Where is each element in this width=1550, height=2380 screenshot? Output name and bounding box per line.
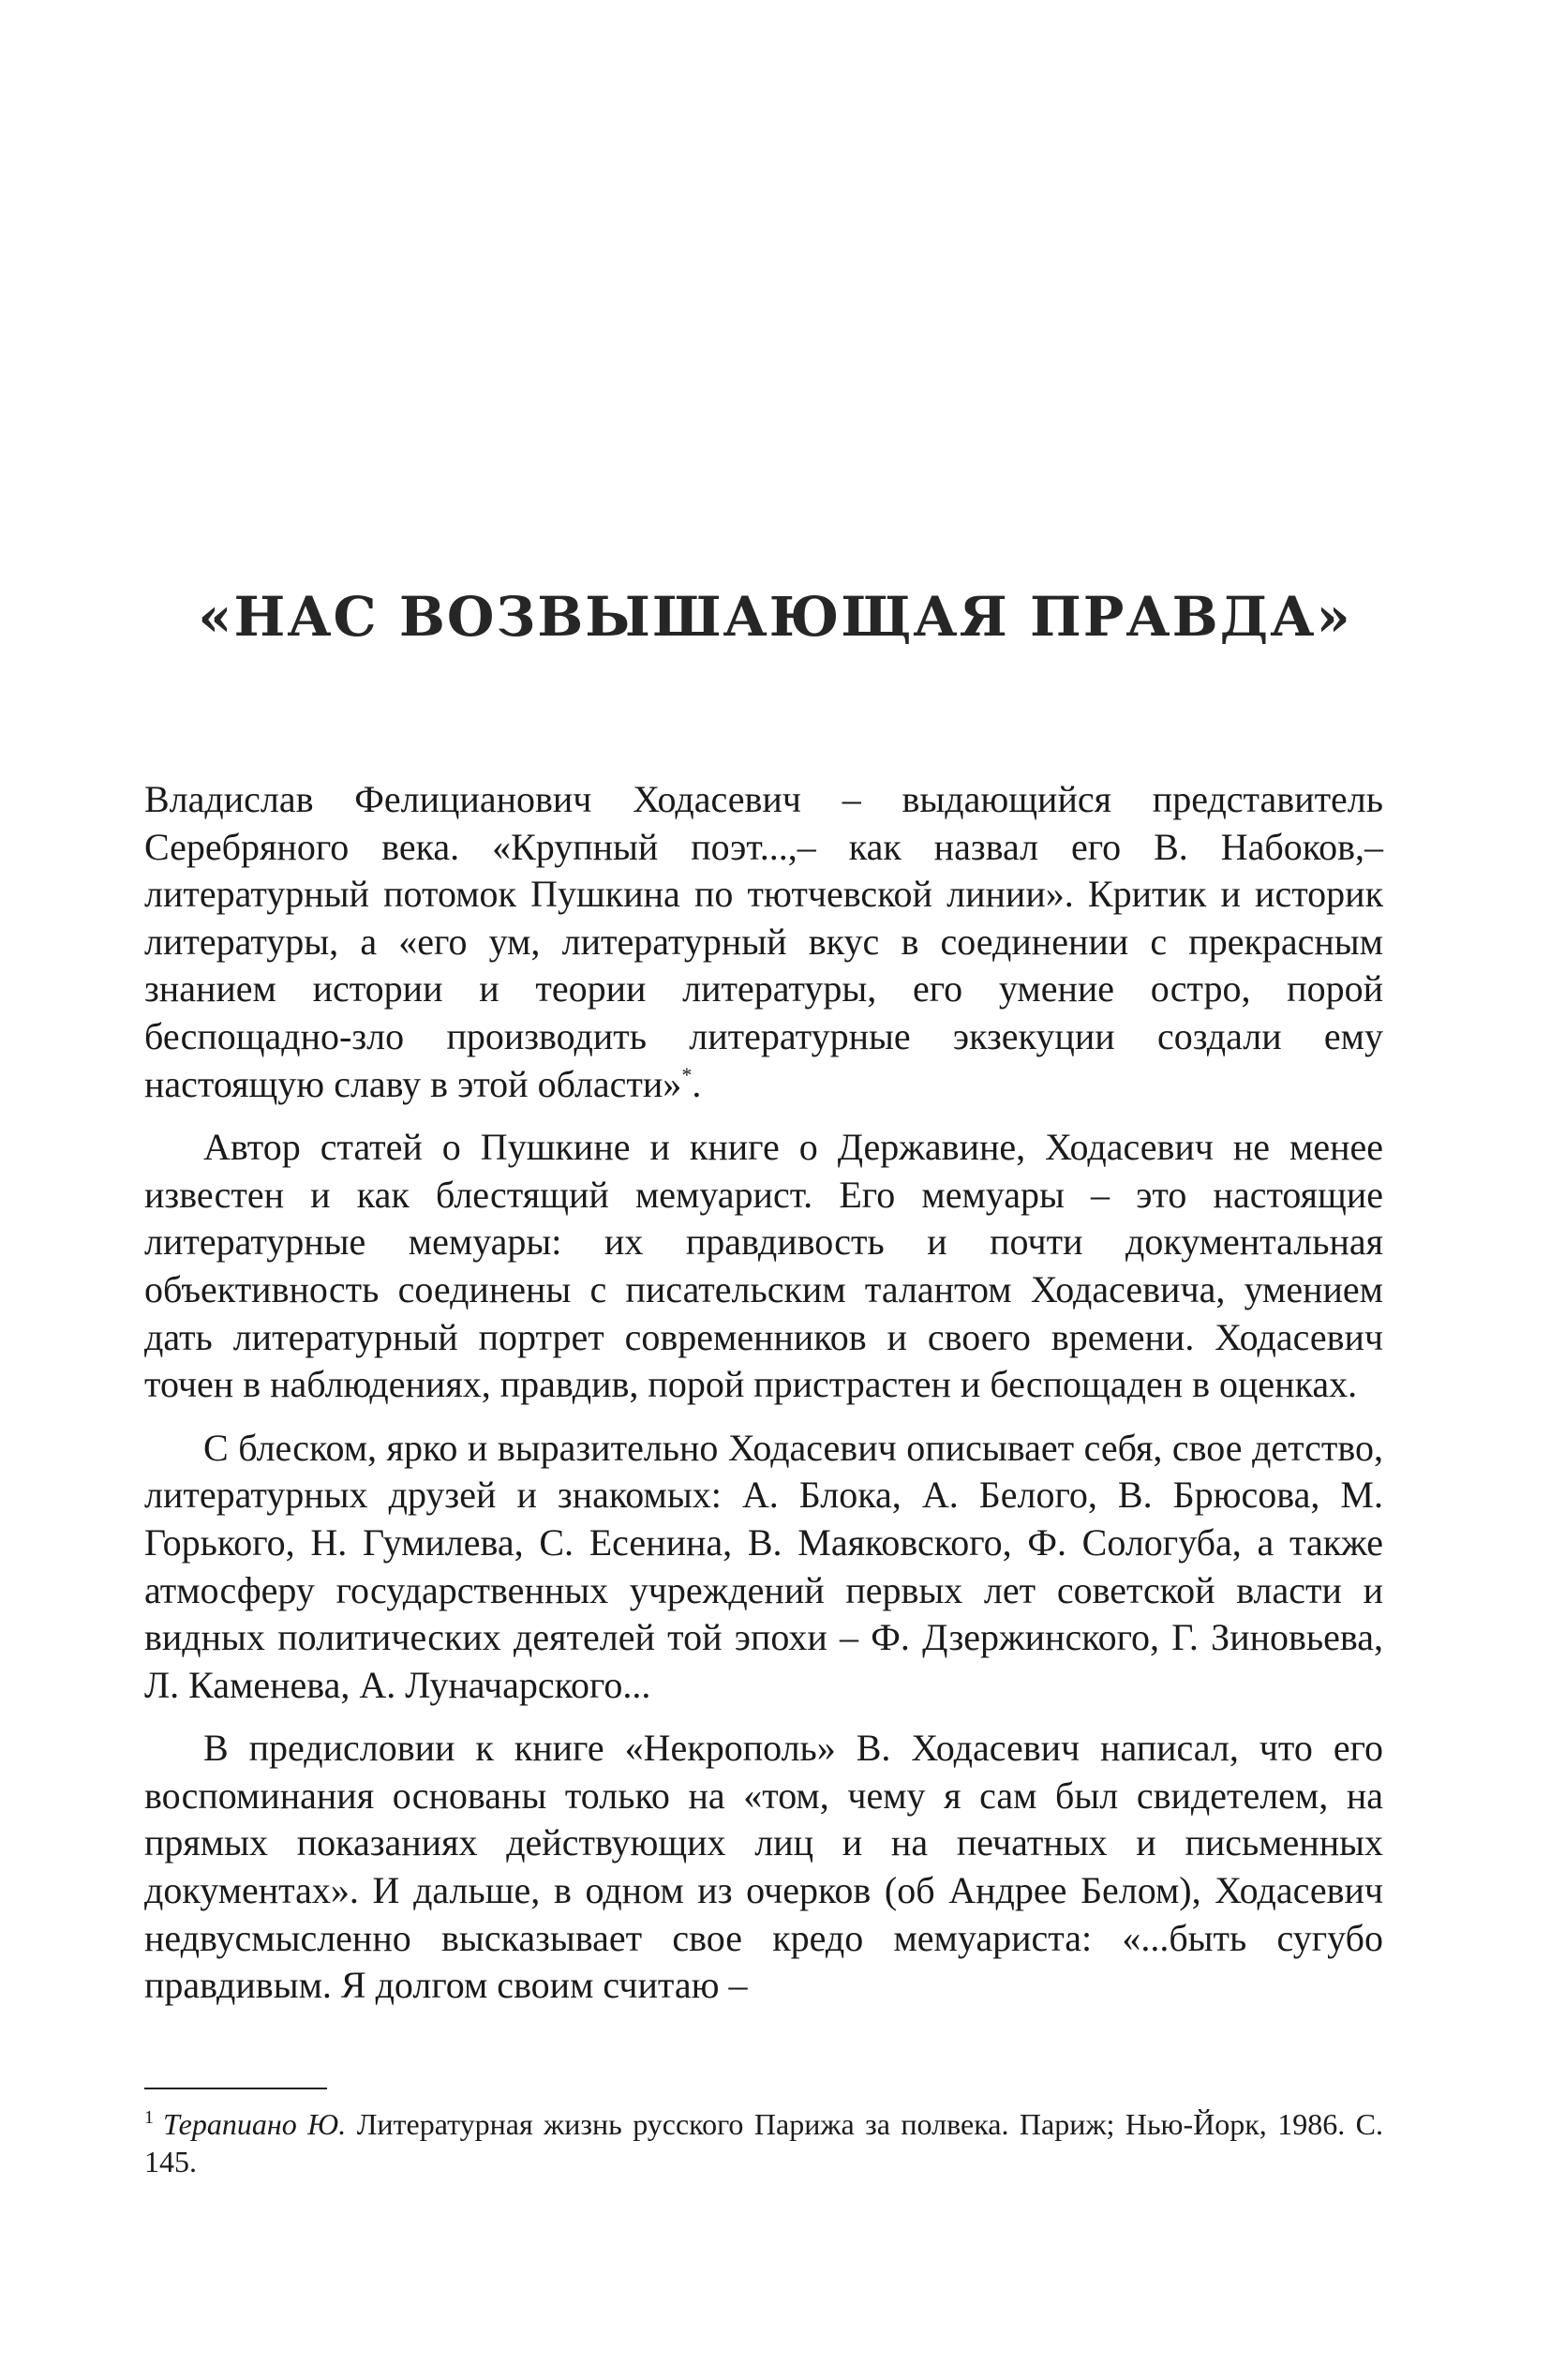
paragraph-2: Автор статей о Пушкине и книге о Державине, Ходасевич не менее известен и как блестящий мемуарист. Его мемуары – это настоящие литературные мемуары: их правдивость и почти документальная объективность соединены с писательским талантом Ходасевича, умением дать литературный портрет современников и своего времени. Ходасевич точен в наблюдениях, правдив, порой пристрастен и беспощаден в оценках. [144,1126,1383,1406]
footnote-divider [144,2088,327,2089]
footnote-author: Терапиано Ю. [163,2107,347,2141]
footnote-number: 1 [144,2107,154,2128]
paragraph-1 [144,776,1383,1108]
paragraph-4: В предисловии к книге «Некрополь» В. Ходасевич написал, что его воспоминания основаны только на «том, чему я сам был свидетелем, на прямых показаниях действующих лиц и на печатных и письменных документах». И дальше, в одном из очерков (об Андрее Белом), Ходасевич недвусмысленно высказывает свое кредо мемуариста: «...быть сугубо правдивым. Я долгом своим считаю – [144,1727,1383,2007]
body-text [144,776,1383,2026]
paragraph-1-end: . [692,1062,702,1105]
paragraph-3: С блеском, ярко и выразительно Ходасевич описывает себя, свое детство, литературных друзей и знакомых: А. Блока, А. Белого, В. Брюсова, М. Горького, Н. Гумилева, С. Есенина, В. Маяковского, Ф. Сологуба, а также атмосферу государственных учреждений первых лет советской власти и видных политических деятелей той эпохи – Ф. Дзержинского, Г. Зиновьева, Л. Каменева, А. Луначарского... [144,1426,1383,1706]
chapter-title: «НАС ВОЗВЫШАЮЩАЯ ПРАВДА» [198,584,1352,649]
footnote-text: Литературная жизнь русского Парижа за полвека. Париж; Нью-Йорк, 1986. С. 145. [144,2107,1384,2178]
footnote [144,2105,1383,2180]
footnote-reference[interactable]: * [681,1062,693,1086]
paragraph-1-text: Владислав Фелицианович Ходасевич – выдающийся представитель Серебряного века. «Крупный поэт...,– как назвал его В. Набоков,– литературный потомок Пушкина по тютчевской линии». Критик и историк литературы, а «его ум, литературный вкус в соединении с прекрасным знанием истории и теории литературы, его умение остро, порой беспощадно-зло производить литературные экзекуции создали ему настоящую славу в этой области» [144,778,1383,1105]
